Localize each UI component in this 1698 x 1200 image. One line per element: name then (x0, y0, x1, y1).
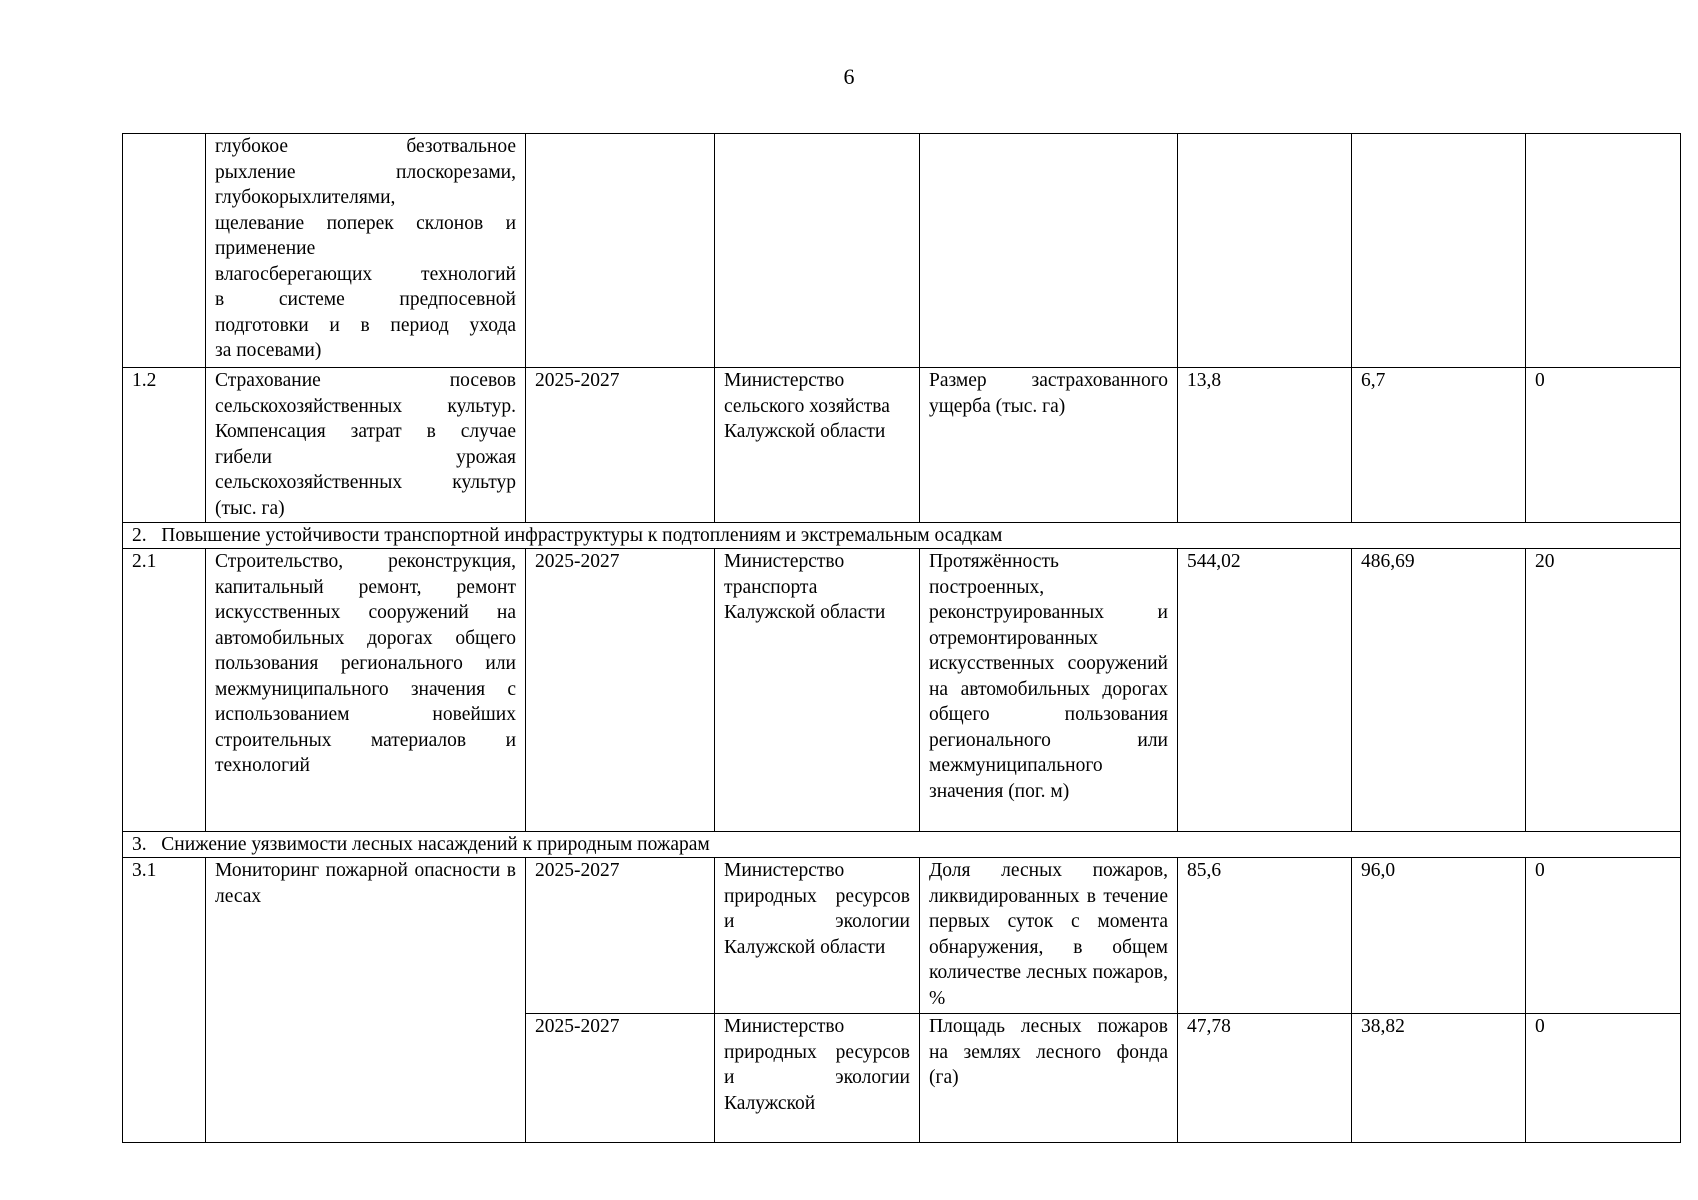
measure-line: глубокое безотвальное (215, 136, 516, 157)
indicator-cell: Площадь лесных пожаров на землях лесного фонда (га) (920, 1014, 1178, 1143)
row-number-cell: 2.1 (123, 549, 206, 832)
section-row-2 (123, 523, 1681, 549)
section-title: Повышение устойчивости транспортной инфраструктуры к подтоплениям и экстремальным осадкам (161, 525, 1003, 546)
measure-cell: Страхование посевов сельскохозяйственных культур. Компенсация затрат в случае гибели урожая сельскохозяйственных культур (тыс. га) (206, 368, 526, 523)
table-row-continuation (123, 134, 1681, 368)
measure-cell: Строительство, реконструкция, капитальный ремонт, ремонт искусственных сооружений на автомобильных дорогах общего пользования регионального или межмуниципального значения с использованием новейших строительных материалов и технологий (206, 549, 526, 832)
measure-cell: Мониторинг пожарной опасности в лесах (206, 858, 526, 1143)
row-number-cell (123, 134, 206, 368)
measure-line: рыхление плоскорезами, (215, 161, 516, 183)
value-cell: 38,82 (1352, 1014, 1526, 1143)
measure-line: в системе предпосевной (215, 289, 516, 310)
measures-table (122, 133, 1681, 1143)
period-cell (526, 134, 715, 368)
value-cell: 0 (1526, 1014, 1681, 1143)
indicator-cell: Доля лесных пожаров, ликвидированных в течение первых суток с момента обнаружения, в общем количестве лесных пожаров, % (920, 858, 1178, 1014)
period-cell: 2025-2027 (526, 549, 715, 832)
indicator-cell: Размер застрахованного ущерба (тыс. га) (920, 368, 1178, 523)
row-number-cell: 3.1 (123, 858, 206, 1143)
table-row-3-1 (123, 858, 1681, 1014)
measure-line: щелевание поперек склонов и (215, 212, 516, 234)
measure-line: влагосберегающих технологий (215, 263, 516, 285)
value-cell: 96,0 (1352, 858, 1526, 1014)
table-row-1-2 (123, 368, 1681, 523)
value-cell: 6,7 (1352, 368, 1526, 523)
executor-cell: Министерство транспорта Калужской области (715, 549, 920, 832)
section-row-3 (123, 832, 1681, 858)
measure-line: глубокорыхлителями, (215, 187, 396, 208)
value-cell: 486,69 (1352, 549, 1526, 832)
section-heading (123, 523, 1681, 549)
period-cell: 2025-2027 (526, 368, 715, 523)
section-number: 3. (132, 834, 147, 855)
executor-cell: Министерство сельского хозяйства Калужской области (715, 368, 920, 523)
value-cell: 13,8 (1178, 368, 1352, 523)
section-number: 2. (132, 525, 147, 546)
executor-cell: Министерство природных ресурсов и экологии Калужской (715, 1014, 920, 1143)
table-row-2-1 (123, 549, 1681, 832)
measure-line: за посевами) (215, 340, 322, 361)
value-cell: 47,78 (1178, 1014, 1352, 1143)
page-number: 6 (843, 64, 855, 89)
period-cell: 2025-2027 (526, 858, 715, 1014)
value-cell: 544,02 (1178, 549, 1352, 832)
row-number-cell: 1.2 (123, 368, 206, 523)
indicator-cell: Протяжённость построенных, реконструированных и отремонтированных искусственных сооружений на автомобильных дорогах общего пользования регионального или межмуниципального значения (пог. м) (920, 549, 1178, 832)
value-cell: 85,6 (1178, 858, 1352, 1014)
period-cell: 2025-2027 (526, 1014, 715, 1143)
value-cell: 0 (1526, 368, 1681, 523)
measure-line: подготовки и в период ухода (215, 314, 516, 336)
value-cell: 20 (1526, 549, 1681, 832)
section-heading (123, 832, 1681, 858)
value-cell (1526, 134, 1681, 368)
measure-line: применение (215, 238, 316, 259)
executor-cell (715, 134, 920, 368)
value-cell (1178, 134, 1352, 368)
value-cell (1352, 134, 1526, 368)
value-cell: 0 (1526, 858, 1681, 1014)
section-title: Снижение уязвимости лесных насаждений к природным пожарам (161, 834, 710, 855)
executor-cell: Министерство природных ресурсов и экологии Калужской области (715, 858, 920, 1014)
measure-cell (206, 134, 526, 368)
indicator-cell (920, 134, 1178, 368)
